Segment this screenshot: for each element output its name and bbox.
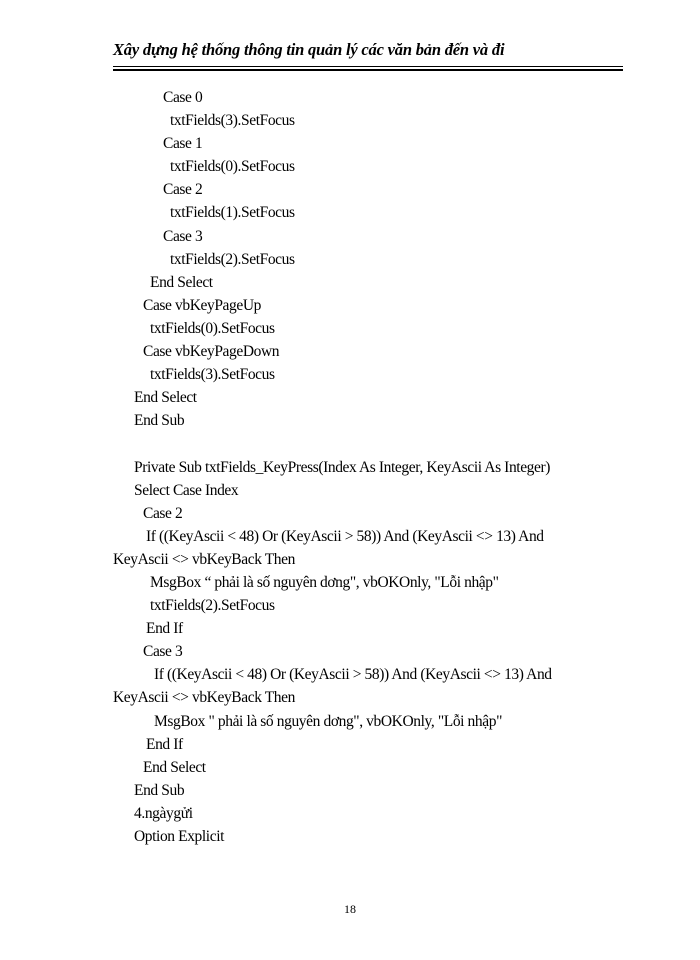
code-line: End Sub <box>134 412 185 430</box>
code-line: End Select <box>134 389 197 407</box>
code-line: End Select <box>143 758 206 776</box>
code-line: End If <box>146 620 183 638</box>
code-line: Private Sub txtFields_KeyPress(Index As Integer, KeyAscii As Integer) <box>134 458 551 476</box>
code-line: End If <box>146 735 183 753</box>
code-line: txtFields(3).SetFocus <box>170 112 295 130</box>
code-line: Case vbKeyPageUp <box>143 296 262 314</box>
code-line: Case 1 <box>163 135 203 153</box>
code-line: End Select <box>150 273 213 291</box>
code-line: Case 3 <box>163 227 203 245</box>
header-rule-thick <box>113 69 623 71</box>
code-line: Case 2 <box>163 181 203 199</box>
code-line: Case 3 <box>143 643 183 661</box>
code-line: txtFields(1).SetFocus <box>170 204 295 222</box>
code-line: txtFields(2).SetFocus <box>150 597 275 615</box>
running-header-title: Xây dựng hệ thống thông tin quản lý các văn bản đến và đi <box>113 40 505 59</box>
code-line: Select Case Index <box>134 481 239 499</box>
page-number: 18 <box>344 902 356 916</box>
code-line: Option Explicit <box>134 828 225 845</box>
code-line: txtFields(0).SetFocus <box>170 158 295 176</box>
code-line: If ((KeyAscii < 48) Or (KeyAscii > 58)) And (KeyAscii <> 13) And <box>146 527 544 545</box>
code-line: 4.ngàygửi <box>134 804 193 822</box>
code-line: MsgBox " phải là số nguyên dơng", vbOKOnly, "Lỗi nhập" <box>154 712 503 730</box>
code-line: KeyAscii <> vbKeyBack Then <box>113 550 295 568</box>
code-line: Case 2 <box>143 504 183 522</box>
blank-line <box>0 432 700 455</box>
header-rule-thin <box>113 66 623 67</box>
code-line: Case vbKeyPageDown <box>143 343 280 361</box>
code-line: txtFields(0).SetFocus <box>150 319 275 337</box>
code-listing <box>0 86 700 848</box>
code-line: Case 0 <box>163 89 203 106</box>
code-line: MsgBox “ phải là số nguyên dơng", vbOKOnly, "Lỗi nhập" <box>150 573 499 591</box>
code-line: KeyAscii <> vbKeyBack Then <box>113 689 295 707</box>
code-line: txtFields(3).SetFocus <box>150 366 275 384</box>
code-line: txtFields(2).SetFocus <box>170 250 295 268</box>
code-line: End Sub <box>134 781 185 799</box>
code-line: If ((KeyAscii < 48) Or (KeyAscii > 58)) And (KeyAscii <> 13) And <box>154 666 552 684</box>
